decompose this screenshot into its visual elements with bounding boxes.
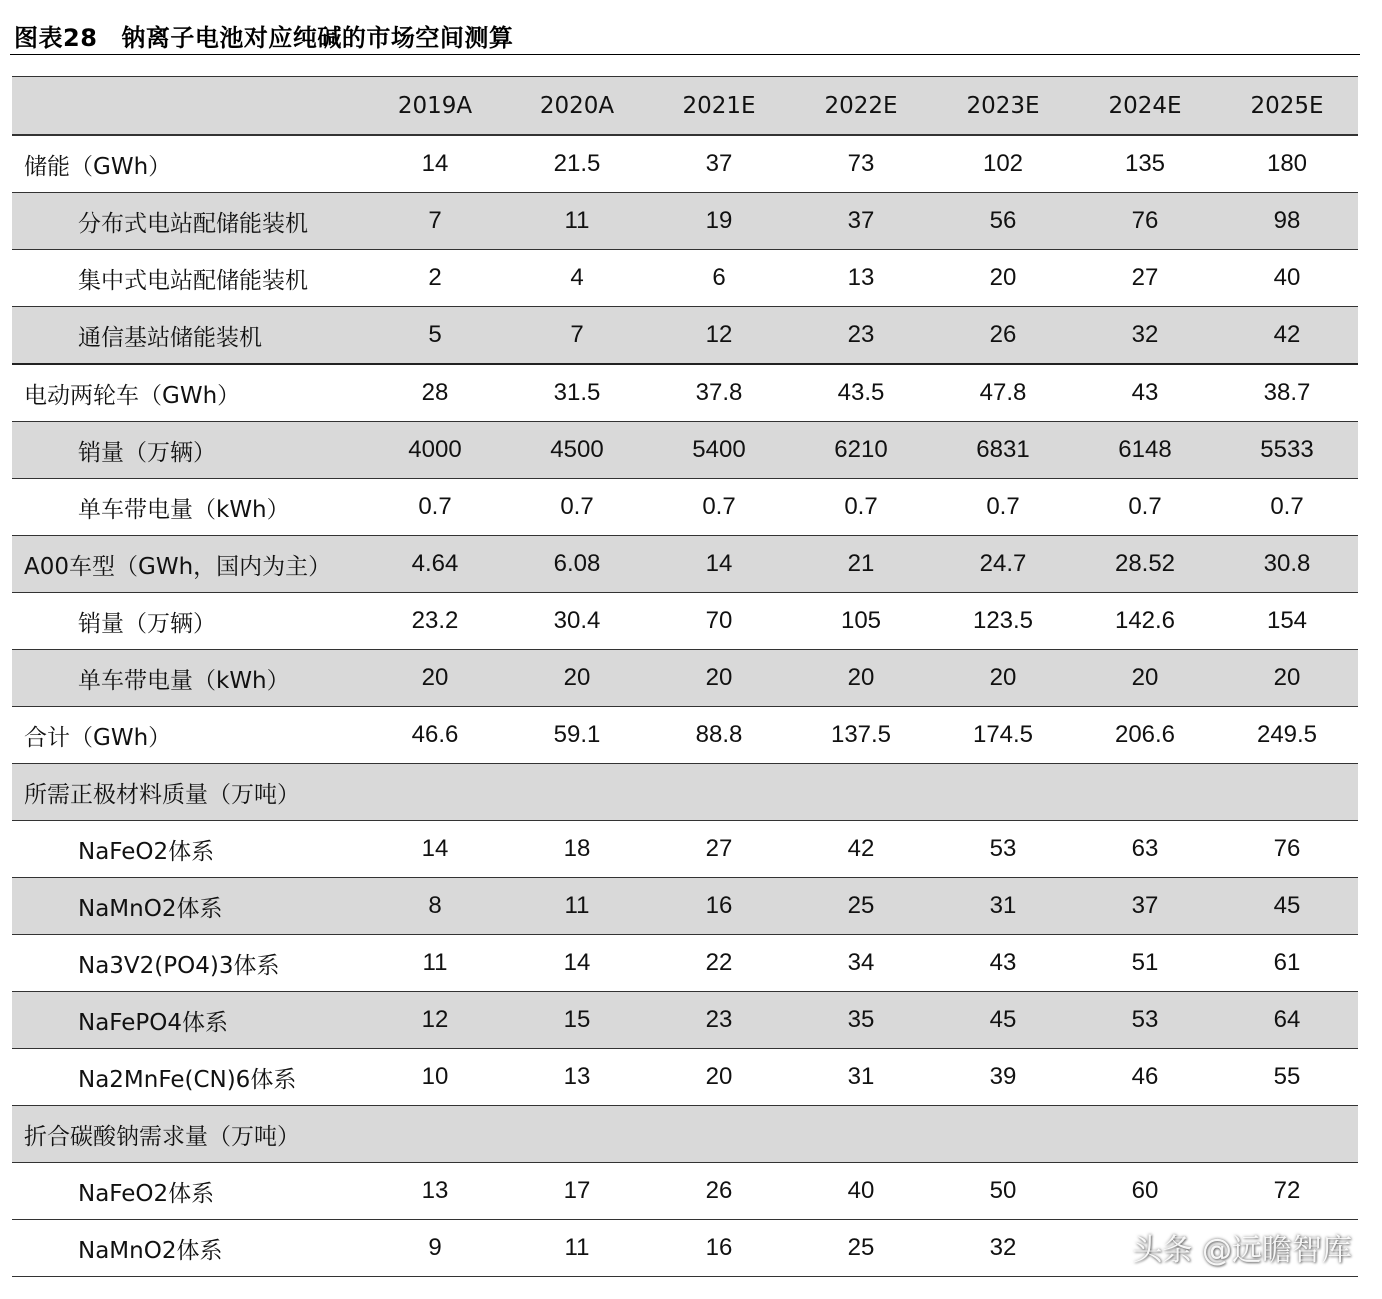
value-cell: 43 — [1074, 364, 1216, 422]
value-cell: 45 — [1216, 878, 1358, 935]
value-cell: 135 — [1074, 135, 1216, 193]
value-cell: 2 — [364, 250, 506, 307]
value-cell: 98 — [1216, 193, 1358, 250]
table-row — [12, 135, 1358, 193]
value-cell: 55 — [1216, 1049, 1358, 1106]
value-cell: 30.8 — [1216, 536, 1358, 593]
table-row — [12, 479, 1358, 536]
row-label: 销量（万辆） — [12, 593, 364, 650]
value-cell: 10 — [364, 1049, 506, 1106]
value-cell: 13 — [790, 250, 932, 307]
value-cell: 14 — [364, 821, 506, 878]
value-cell: 105 — [790, 593, 932, 650]
value-cell: 7 — [506, 307, 648, 365]
value-cell — [648, 1106, 790, 1163]
value-cell: 0.7 — [790, 479, 932, 536]
value-cell: 88.8 — [648, 707, 790, 764]
row-label: A00车型（GWh，国内为主） — [12, 536, 364, 593]
value-cell — [364, 764, 506, 821]
value-cell: 142.6 — [1074, 593, 1216, 650]
row-label: 分布式电站配储能装机 — [12, 193, 364, 250]
value-cell: 37.8 — [648, 364, 790, 422]
value-cell: 40 — [790, 1163, 932, 1220]
row-label: 单车带电量（kWh） — [12, 650, 364, 707]
value-cell: 47.8 — [932, 364, 1074, 422]
value-cell: 6 — [648, 250, 790, 307]
value-cell: 50 — [932, 1163, 1074, 1220]
row-label: Na3V2(PO4)3体系 — [12, 935, 364, 992]
value-cell: 12 — [364, 992, 506, 1049]
row-label: 集中式电站配储能装机 — [12, 250, 364, 307]
value-cell: 20 — [790, 650, 932, 707]
value-cell: 123.5 — [932, 593, 1074, 650]
value-cell: 13 — [506, 1049, 648, 1106]
table-row — [12, 593, 1358, 650]
header-cell-label — [12, 77, 364, 136]
table-row — [12, 307, 1358, 365]
row-label: 单车带电量（kWh） — [12, 479, 364, 536]
value-cell: 14 — [506, 935, 648, 992]
value-cell: 60 — [1074, 1163, 1216, 1220]
value-cell: 37 — [790, 193, 932, 250]
value-cell: 25 — [790, 878, 932, 935]
value-cell: 15 — [506, 992, 648, 1049]
figure-title — [14, 18, 513, 53]
value-cell: 11 — [506, 878, 648, 935]
value-cell: 16 — [648, 878, 790, 935]
value-cell: 19 — [648, 193, 790, 250]
value-cell: 6831 — [932, 422, 1074, 479]
table-row — [12, 1163, 1358, 1220]
value-cell — [1216, 1106, 1358, 1163]
value-cell: 43.5 — [790, 364, 932, 422]
table-row — [12, 707, 1358, 764]
value-cell: 0.7 — [1216, 479, 1358, 536]
value-cell: 31 — [932, 878, 1074, 935]
value-cell: 53 — [932, 821, 1074, 878]
header-cell-year: 2023E — [932, 77, 1074, 136]
value-cell: 39 — [932, 1049, 1074, 1106]
value-cell — [1216, 764, 1358, 821]
value-cell: 26 — [648, 1163, 790, 1220]
row-label: 电动两轮车（GWh） — [12, 364, 364, 422]
value-cell: 14 — [364, 135, 506, 193]
table-row — [12, 422, 1358, 479]
value-cell: 56 — [932, 193, 1074, 250]
value-cell: 53 — [1074, 992, 1216, 1049]
value-cell — [364, 1106, 506, 1163]
value-cell: 20 — [1216, 650, 1358, 707]
row-label: 所需正极材料质量（万吨） — [12, 764, 364, 821]
table-row — [12, 364, 1358, 422]
value-cell: 46 — [1074, 1049, 1216, 1106]
value-cell: 27 — [648, 821, 790, 878]
value-cell: 11 — [506, 193, 648, 250]
value-cell: 4000 — [364, 422, 506, 479]
value-cell: 0.7 — [1074, 479, 1216, 536]
value-cell: 37 — [1074, 878, 1216, 935]
value-cell: 5533 — [1216, 422, 1358, 479]
value-cell: 7 — [364, 193, 506, 250]
table-row — [12, 821, 1358, 878]
value-cell: 0.7 — [648, 479, 790, 536]
value-cell: 32 — [1074, 307, 1216, 365]
value-cell: 26 — [932, 307, 1074, 365]
value-cell — [1074, 1106, 1216, 1163]
value-cell: 11 — [364, 935, 506, 992]
row-label: NaFeO2体系 — [12, 1163, 364, 1220]
row-label: NaFeO2体系 — [12, 821, 364, 878]
value-cell: 4500 — [506, 422, 648, 479]
row-label: 销量（万辆） — [12, 422, 364, 479]
value-cell: 9 — [364, 1220, 506, 1277]
value-cell: 5400 — [648, 422, 790, 479]
row-label: 通信基站储能装机 — [12, 307, 364, 365]
row-label: Na2MnFe(CN)6体系 — [12, 1049, 364, 1106]
watermark: 头条 @远瞻智库 — [1132, 1233, 1352, 1268]
table-row — [12, 935, 1358, 992]
value-cell: 23 — [790, 307, 932, 365]
value-cell: 17 — [506, 1163, 648, 1220]
value-cell: 76 — [1216, 821, 1358, 878]
value-cell: 154 — [1216, 593, 1358, 650]
table-row — [12, 1049, 1358, 1106]
table-row — [12, 250, 1358, 307]
value-cell: 23.2 — [364, 593, 506, 650]
value-cell: 31 — [790, 1049, 932, 1106]
header-cell-year: 2024E — [1074, 77, 1216, 136]
table-body — [12, 135, 1358, 1277]
value-cell: 20 — [364, 650, 506, 707]
value-cell: 43 — [932, 935, 1074, 992]
header-cell-year: 2019A — [364, 77, 506, 136]
table-row — [12, 536, 1358, 593]
value-cell: 20 — [648, 1049, 790, 1106]
value-cell: 30.4 — [506, 593, 648, 650]
value-cell: 0.7 — [364, 479, 506, 536]
value-cell: 14 — [648, 536, 790, 593]
value-cell: 42 — [790, 821, 932, 878]
table-row — [12, 878, 1358, 935]
row-label: NaFePO4体系 — [12, 992, 364, 1049]
value-cell: 206.6 — [1074, 707, 1216, 764]
value-cell: 13 — [364, 1163, 506, 1220]
value-cell: 12 — [648, 307, 790, 365]
value-cell: 72 — [1216, 1163, 1358, 1220]
value-cell: 21.5 — [506, 135, 648, 193]
value-cell: 4.64 — [364, 536, 506, 593]
value-cell: 34 — [790, 935, 932, 992]
table-row — [12, 650, 1358, 707]
value-cell: 59.1 — [506, 707, 648, 764]
value-cell: 6.08 — [506, 536, 648, 593]
value-cell: 137.5 — [790, 707, 932, 764]
value-cell: 76 — [1074, 193, 1216, 250]
value-cell: 11 — [506, 1220, 648, 1277]
value-cell: 73 — [790, 135, 932, 193]
value-cell: 20 — [506, 650, 648, 707]
figure-caption: 钠离子电池对应纯碱的市场空间测算 — [121, 24, 514, 52]
value-cell: 20 — [932, 250, 1074, 307]
value-cell — [932, 764, 1074, 821]
value-cell: 64 — [1216, 992, 1358, 1049]
value-cell — [790, 764, 932, 821]
value-cell: 27 — [1074, 250, 1216, 307]
value-cell: 70 — [648, 593, 790, 650]
value-cell: 0.7 — [506, 479, 648, 536]
value-cell: 31.5 — [506, 364, 648, 422]
value-cell: 6210 — [790, 422, 932, 479]
value-cell: 45 — [932, 992, 1074, 1049]
value-cell: 8 — [364, 878, 506, 935]
value-cell: 174.5 — [932, 707, 1074, 764]
row-label: NaMnO2体系 — [12, 878, 364, 935]
value-cell: 21 — [790, 536, 932, 593]
value-cell: 25 — [790, 1220, 932, 1277]
value-cell: 32 — [932, 1220, 1074, 1277]
value-cell: 20 — [648, 650, 790, 707]
market-table — [12, 76, 1358, 1277]
row-label: 折合碳酸钠需求量（万吨） — [12, 1106, 364, 1163]
table-row — [12, 992, 1358, 1049]
value-cell: 22 — [648, 935, 790, 992]
value-cell: 23 — [648, 992, 790, 1049]
value-cell: 16 — [648, 1220, 790, 1277]
value-cell: 46.6 — [364, 707, 506, 764]
value-cell: 61 — [1216, 935, 1358, 992]
value-cell — [506, 764, 648, 821]
title-divider — [10, 54, 1360, 55]
header-cell-year: 2025E — [1216, 77, 1358, 136]
value-cell: 5 — [364, 307, 506, 365]
table-row — [12, 1106, 1358, 1163]
value-cell: 35 — [790, 992, 932, 1049]
value-cell: 63 — [1074, 821, 1216, 878]
value-cell: 4 — [506, 250, 648, 307]
row-label: 储能（GWh） — [12, 135, 364, 193]
row-label: NaMnO2体系 — [12, 1220, 364, 1277]
value-cell — [932, 1106, 1074, 1163]
value-cell: 24.7 — [932, 536, 1074, 593]
value-cell — [506, 1106, 648, 1163]
header-row — [12, 77, 1358, 136]
value-cell: 20 — [1074, 650, 1216, 707]
value-cell: 40 — [1216, 250, 1358, 307]
value-cell: 180 — [1216, 135, 1358, 193]
figure-label: 图表28 — [14, 24, 98, 52]
value-cell: 42 — [1216, 307, 1358, 365]
value-cell: 20 — [932, 650, 1074, 707]
header-cell-year: 2021E — [648, 77, 790, 136]
row-label: 合计（GWh） — [12, 707, 364, 764]
value-cell: 37 — [648, 135, 790, 193]
value-cell: 28.52 — [1074, 536, 1216, 593]
value-cell — [790, 1106, 932, 1163]
value-cell: 38.7 — [1216, 364, 1358, 422]
header-cell-year: 2022E — [790, 77, 932, 136]
value-cell: 0.7 — [932, 479, 1074, 536]
table-row — [12, 193, 1358, 250]
value-cell: 18 — [506, 821, 648, 878]
value-cell: 6148 — [1074, 422, 1216, 479]
value-cell: 249.5 — [1216, 707, 1358, 764]
value-cell — [1074, 764, 1216, 821]
value-cell — [648, 764, 790, 821]
header-cell-year: 2020A — [506, 77, 648, 136]
value-cell: 102 — [932, 135, 1074, 193]
value-cell: 51 — [1074, 935, 1216, 992]
table-row — [12, 764, 1358, 821]
value-cell: 28 — [364, 364, 506, 422]
